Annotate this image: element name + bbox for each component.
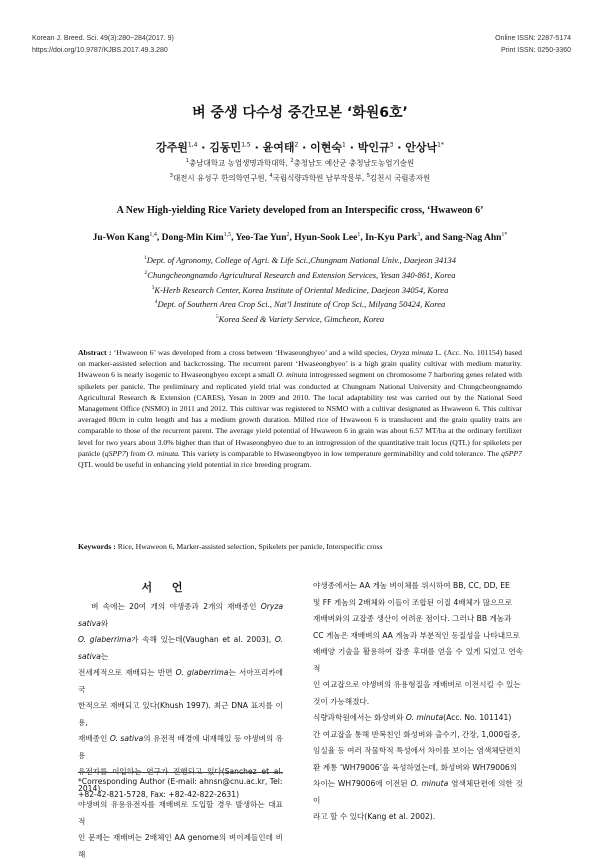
affiliation-marker: 1 [185,158,189,164]
author-list-english: Ju-Won Kang$^{1,4}$, Dong-Min Kim$^{1,5}$, Yeo-Tae Yun$^2$, Hyun-Sook Lee$^1$, In-Kyu Park$^3$, and Sang-Nag Ahn$^{1*}$ [92,232,508,244]
body-text: 의 유전적 배경에 내재해있 등 야생벼의 유용 유전자를 이입하는 연구가 진행되고 있다(Sanchez et al. 2014). 야생벼의 유용유전자를 재배벼로 도입할 경우 발생하는 대표적 인 문제는 재배벼는 2배체인 AA genome의 벼이제들인데 비해 [78,734,283,859]
author-name: Hyun-Sook Lee [294,233,358,244]
abstract-text: QTL would be useful in enhancing yield potential in rice breeding program. [78,460,312,470]
abstract-text: ) from [125,448,148,458]
affiliation-marker: 1,4 [187,141,198,149]
affiliation-english [0,267,600,282]
keywords [78,541,522,552]
author-name: 김동민 [209,141,242,154]
abstract [78,347,522,470]
author-name: 이현숙 [310,141,343,154]
affiliation-marker: 1* [437,141,444,149]
body-text: 야생종에서는 AA 게놈 벼이체를 위시하여 BB, CC, DD, EE 및 FF 게놈의 2배체와 이들이 조합된 이질 4배체가 많으므로 재배벼와의 교잡종 생산이 어려운 점이다. 그러나 BB 게놈과 CC 게놈은 재배벼의 AA 게놈과 부분적인 동질성을 나타내므로 배배양 기술을 활용하여 잡종 후대를 얻을 수 있게 되었고 연속적 인 여교잡으로 야생벼의 유용형질을 재배벼로 이전시킬 수 있는 것이 가능해졌다. 식량과학원에서는 화성벼와 [313,581,523,722]
affiliation-text: 충청남도 예산군 충청남도농업기술원 [293,158,415,168]
abstract-text: ‘Hwaweon 6’ was developed from a cross between ‘Hwaseongbyeo’ and a wild species, [111,348,391,357]
body-text: 벼 속에는 20여 개의 야생종과 2개의 재배종인 [91,602,261,611]
affiliation-text: K-Herb Research Center, Korea Institute of Oriental Medicine, Daejeon 34054, Korea [154,284,449,295]
affiliation-text: Dept. of Southern Area Crop Sci., Nat’l Institute of Crop Sci., Milyang 50424, Korea [157,299,446,310]
keywords-label: Keywords : [78,542,116,551]
affiliation-text: 충남대학교 농업생명과학대학, [188,158,291,168]
title-korean: 벼 중생 다수성 중간모본 ‘화원6호’ [192,105,408,121]
affiliation-marker: 1 [342,141,346,149]
author-name: Sang-Nag Ahn [442,233,502,244]
author-name: 안상낙 [405,141,438,154]
affiliation-marker: 3 [151,284,155,291]
affiliation-marker: 3 [417,232,421,238]
author-list-korean: 강주원$^{1,4}$ · 김동민$^{1,5}$ · 윤여태$^2$ · 이현숙$^1$ · 박인규$^3$ · 안상낙$^{1*}$ [156,141,444,154]
affiliation-text: Korea Seed & Variety Service, Gimcheon, Korea [218,314,385,325]
affiliation-text: 김천시 국립종자원 [369,173,431,183]
title-english: A New High-yielding Rice Variety developed from an Interspecific cross, ‘Hwaweon 6’ [116,205,484,216]
affiliation-marker: 4 [154,299,158,306]
gene-name: qSPP7 [501,448,522,458]
author-name: 박인규 [357,141,390,154]
affiliation-korean-line-1 [0,155,600,170]
body-left-column: ​ 벼 속에는 20여 개의 야생종과 2개의 재배종인 Oryza sativa와 O. glaberrima가 속해 있는데(Vaughan et al. 2003), O. sativa는 전세계적으로 재배되는 반면 O. glaberrima는 서아프리카에 국 한적으로 재배되고 있다(Khush 1997). 최근 DNA 표지를 이용, 재배종인 O. sativa의 유전적 배경에 내재해있 등 야생벼의 유용 유전자를 이입하는 연구가 진행되고 있다(Sanchez et al. 2014). 야생벼의 유용유전자를 재배벼로 도입할 경우 발생하는 대표적 인 문제는 재배벼는 2배체인 AA genome의 벼이제들인데 비해 [78,602,284,859]
keywords-text: Rice, Hwaweon 6, Marker-assisted selection, Spikelets per panicle, Interspecific cross [115,542,383,551]
author-name: In-Kyu Park [365,233,418,244]
abstract-text: This variety is comparable to Hwaseongbyeo in low temperature germinability and cold tolerance. The [179,448,502,458]
affiliation-marker: 5 [215,314,219,321]
affiliation-marker: 1,5 [241,141,251,149]
species-name: Oryza sativa [78,602,284,628]
author-name: 강주원 [156,141,188,154]
species-name: O. glaberrima [78,635,132,644]
body-right-column [313,578,523,826]
affiliation-marker: 1,5 [223,232,232,238]
affiliation-marker: 2 [144,269,148,276]
affiliation-list-english [0,252,600,326]
affiliation-marker: 2 [294,141,299,149]
affiliation-marker: 1 [357,232,361,238]
body-text: 염색체단편에 의한 것이 라고 할 수 있다(Kang et al. 2002). [313,779,523,821]
affiliation-marker: 1 [144,255,147,261]
affiliation-korean-line-2 [0,170,600,185]
corresponding-author-note: *Corresponding Author (E-mail: ahnsn@cnu.ac.kr, Tel: +82-42-821-5728, Fax: +82-42-822-2631) [78,777,283,799]
affiliation-english [0,311,600,326]
affiliation-english [0,282,600,297]
author-name: Ju-Won Kang [92,233,150,244]
affiliation-marker: 1,4 [149,232,157,238]
affiliation-english [0,296,600,311]
affiliation-text: Chungcheongnamdo Agricultural Research and Extension Services, Yesan 340-861, Korea [147,269,456,280]
journal-citation: Korean J. Breed. Sci. 49(3):280~284(2017. 9) [32,35,174,42]
doi-link[interactable]: https://doi.org/10.9787/KJBS.2017.49.3.280 [32,47,168,54]
affiliation-marker: 3 [169,173,173,179]
affiliation-english [0,252,600,267]
body-text: 는 전세계적으로 재배되는 반면 [78,651,173,677]
species-name: O. minuta [410,779,449,788]
species-name: Oryza minuta [390,348,433,357]
species-name: O. glaberrima [175,668,229,677]
affiliation-marker: 5 [366,173,370,179]
affiliation-text: Dept. of Agronomy, College of Agri. & Life Sci.,Chungnam National Univ., Daejeon 34134 [146,254,456,265]
body-text: 와 [100,618,109,628]
footnote-divider [78,772,283,773]
body-text: 는 서아프리카에 국 한적으로 재배되고 있다(Khush 1997). 최근 DNA 표지를 이용, 재배종인 [78,668,283,743]
species-name: O. sativa [78,635,283,661]
body-text: (Acc. No. 101141) 간 여교잡을 통해 반복친인 화성벼와 출수기, 간장, 1,000립중, 임실율 등 여러 작물학적 특성에서 차이를 보이는 염색체단편치 환 계통 ‘WH79006’을 육성하였는데, 화성벼와 WH79006의 차이는 WH79006에 이전된 [313,713,521,788]
gene-name: qSPP7 [104,448,126,458]
affiliation-marker: 1* [501,232,508,238]
online-issn: Online ISSN: 2287-5174 [495,35,571,42]
author-name: Dong-Min Kim [161,233,224,244]
body-text: 가 속해 있는데(Vaughan et al. 2003), [131,635,275,644]
abstract-text: introgressed segment on chromosome 7 harboring genes related with spikelets per panicle. The preliminary and replicated yield trial was conducted at Chungnam National University and Chungcheongnamdo Agricultural Research & Extension (CARES), Yesan in 2009 and 2010. The local adaptability test was carried out by the National Seed Management Office (NSMO) in 2011 and 2012. This cultivar was registered to NSMO with a cultivar designated as Hwaweon 6. This cultivar averaged 80cm in culm length and has a medium growth duration. Milled rice of Hwaweon 6 is translucent and the grain quality traits are comparable to those of the recurrent parent. The average yield potential of Hwaweon 6 in grain was about 6.57 MT/ha at the ordinary fertilizer level for two years about 3.0% higher than that of Hwaseongbyeo due to an introgression of the quantitative trait locus (QTL) for spikelets per panicle ( [78,370,523,458]
affiliation-marker: 2 [290,158,294,164]
affiliation-marker: 3 [389,141,394,149]
species-name: O. sativa [109,734,144,743]
author-name: 윤여태 [262,141,295,154]
species-name: O. minuta. [147,448,180,458]
author-name: Yeo-Tae Yun [235,233,287,244]
affiliation-text: 대전시 유성구 한의학연구원, [172,173,270,183]
print-issn: Print ISSN: 0250-3360 [500,47,571,54]
species-name: O. minuta [276,370,308,380]
abstract-text: L. (Acc. No. 101154) based on marker-assisted selection and backcrossing. The recurrent parent ‘Hwaseongbyeo’ is a high grain quality cultivar with medium maturity. Hwaweon 6 is nearly isogenic to Hwaseongbyeo except a small [78,348,522,380]
affiliation-marker: 4 [269,173,273,179]
affiliation-marker: 2 [286,232,290,238]
introduction-heading: 서 언 [141,581,191,594]
affiliation-text: 국립식량과학원 남부작물부, [272,173,367,183]
species-name: O. minuta [405,713,444,722]
abstract-label: Abstract : [78,348,112,357]
